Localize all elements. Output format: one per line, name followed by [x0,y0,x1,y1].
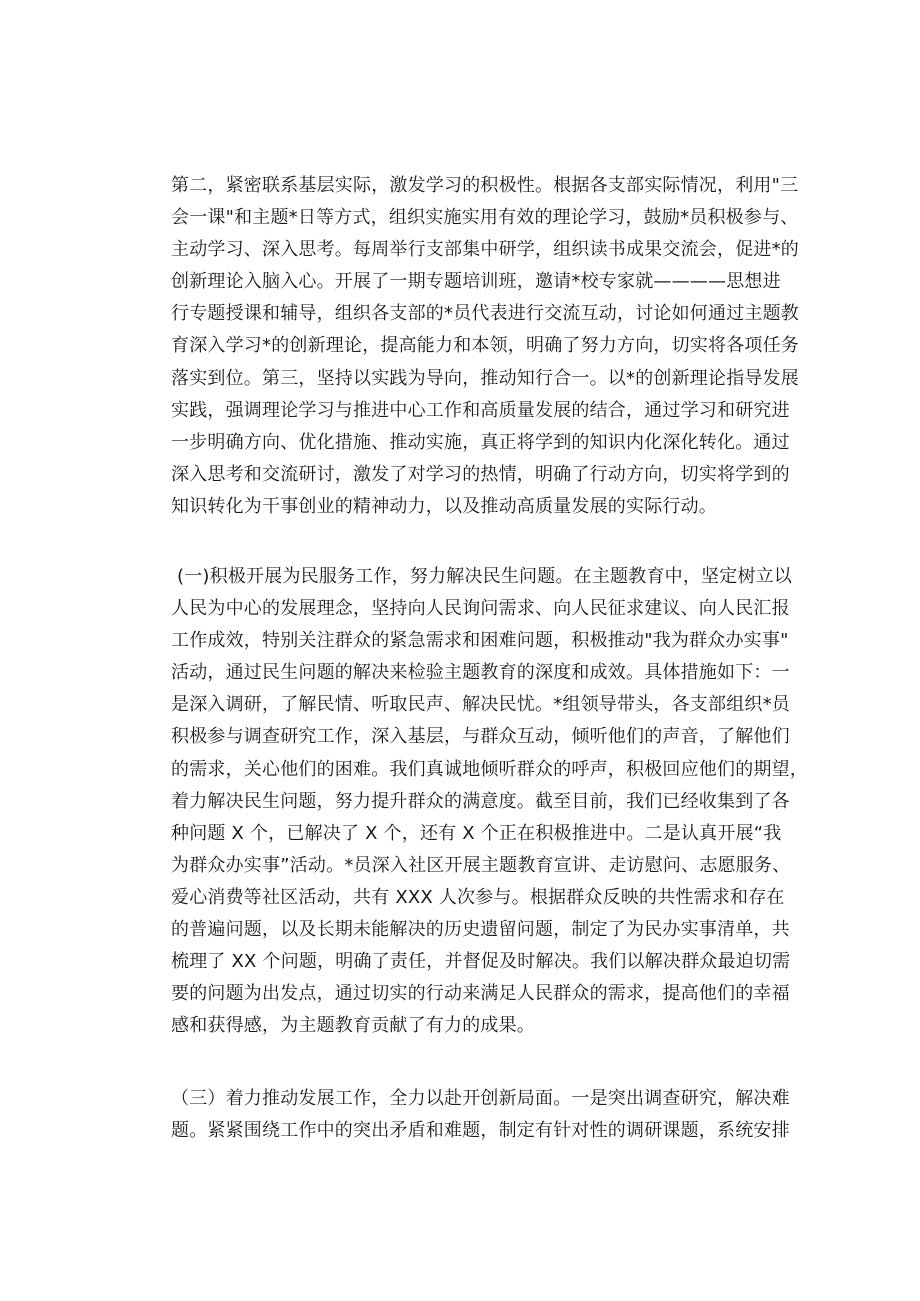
text-line: 着力解决民生问题，努力提升群众的满意度。截至目前，我们已经收集到了各 [171,790,790,812]
text-line: 主动学习、深入思考。每周举行支部集中研学，组织读书成果交流会，促进*的 [171,239,799,261]
text-line: 为群众办实事”活动。*员深入社区开展主题教育宣讲、走访慰问、志愿服务、 [171,854,791,876]
text-line: 题。紧紧围绕工作中的突出矛盾和难题，制定有针对性的调研课题，系统安排 [171,1120,790,1142]
text-line: 会一课"和主题*日等方式，组织实施实用有效的理论学习，鼓励*员积极参与、 [171,207,799,229]
text-line: 活动，通过民生问题的解决来检验主题教育的深度和成效。具体措施如下：一 [171,662,790,684]
text-line: 爱心消费等社区活动，共有 XXX 人次参与。根据群众反映的共性需求和存在 [171,886,785,908]
paragraph-public-service [171,561,808,1042]
text-line: 种问题 X 个，已解决了 X 个，还有 X 个正在积极推进中。二是认真开展“我 [171,822,782,844]
text-line: 要的问题为出发点，通过切实的行动来满足人民群众的需求，提高他们的幸福 [171,983,790,1005]
text-line: 一步明确方向、优化措施、推动实施，真正将学到的知识内化深化转化。通过 [171,431,790,453]
text-line: (一)积极开展为民服务工作，努力解决民生问题。在主题教育中，坚定树立以 [177,566,793,587]
text-line: 行专题授课和辅导，组织各支部的*员代表进行交流互动，讨论如何通过主题教 [171,303,799,325]
text-line: 的普遍问题，以及长期未能解决的历史遗留问题，制定了为民办实事清单，共 [171,919,790,941]
text-line: 人民为中心的发展理念，坚持向人民询问需求、向人民征求建议、向人民汇报 [171,598,790,620]
text-line: 落实到位。第三，坚持以实践为导向，推动知行合一。以*的创新理论指导发展 [171,367,799,389]
text-line: 创新理论入脑入心。开展了一期专题培训班，邀请*校专家就————思想进 [171,271,781,293]
text-line: 积极参与调查研究工作，深入基层，与群众互动，倾听他们的声音，了解他们 [171,726,790,748]
text-line: 的需求，关心他们的困难。我们真诚地倾听群众的呼声，积极回应他们的期望， [171,758,808,780]
text-line: （三）着力推动发展工作，全力以赴开创新局面。一是突出调查研究，解决难 [171,1088,790,1109]
text-line: 梳理了 XX 个问题，明确了责任，并督促及时解决。我们以解决群众最迫切需 [171,951,791,973]
text-line: 深入思考和交流研讨，激发了对学习的热情，明确了行动方向，切实将学到的 [171,463,790,485]
paragraph-development [171,1083,790,1147]
text-line: 第二，紧密联系基层实际，激发学习的积极性。根据各支部实际情况，利用"三 [171,175,799,196]
text-line: 工作成效，特别关注群众的紧急需求和困难问题，积极推动"我为群众办实事" [171,630,789,652]
text-line: 实践，强调理论学习与推进中心工作和高质量发展的结合，通过学习和研究进 [171,399,790,421]
paragraph-study-practice [171,170,799,523]
text-line: 感和获得感，为主题教育贡献了有力的成果。 [171,1015,535,1037]
text-line: 知识转化为干事创业的精神动力，以及推动高质量发展的实际行动。 [171,495,717,517]
text-line: 育深入学习*的创新理论，提高能力和本领，明确了努力方向，切实将各项任务 [171,335,799,357]
text-line: 是深入调研，了解民情、听取民声、解决民忧。*组领导带头，各支部组织*员 [171,694,790,716]
